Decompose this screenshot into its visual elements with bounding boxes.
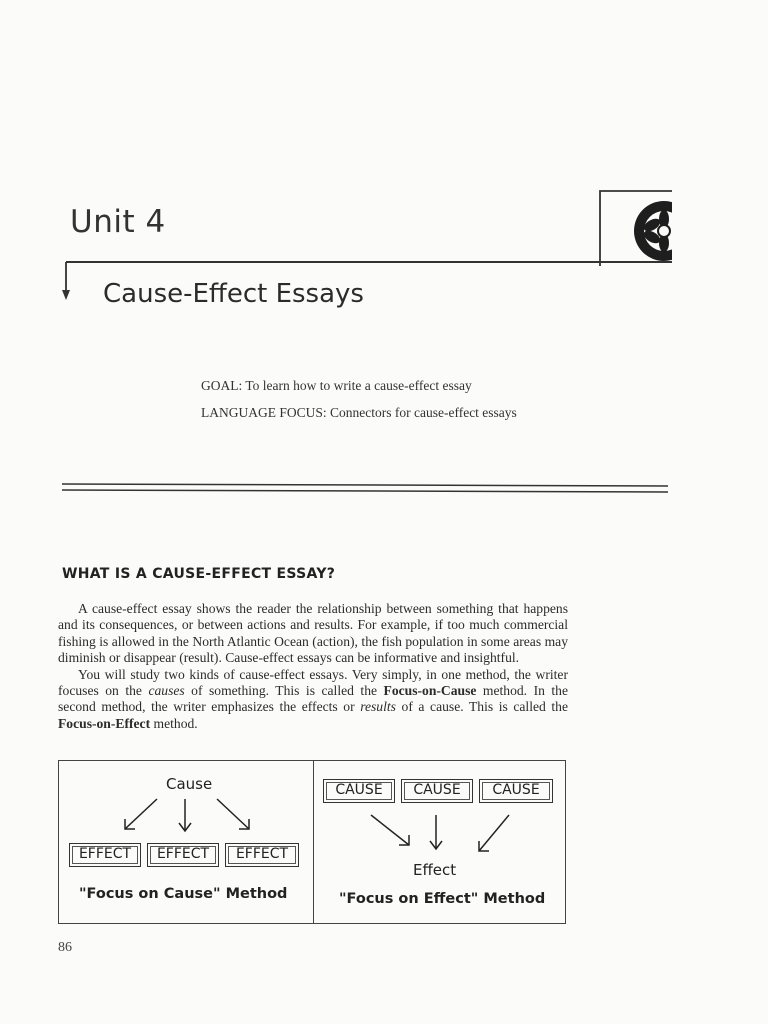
focus-on-cause-caption: "Focus on Cause" Method [79,886,288,902]
section-heading: WHAT IS A CAUSE-EFFECT ESSAY? [62,566,336,582]
header-rule [0,0,768,320]
effect-label: Effect [413,861,457,879]
unit-label: Unit 4 [70,204,166,240]
body-text [58,601,568,732]
chapter-title: Cause-Effect Essays [103,279,364,309]
cause-effect-diagram [58,760,566,924]
cause-label: Cause [166,775,213,793]
page-number: 86 [58,940,72,955]
effect-box: EFFECT [225,843,299,867]
focus-on-effect-caption: "Focus on Effect" Method [339,891,546,907]
cause-box: CAUSE [323,779,395,803]
paragraph-2: You will study two kinds of cause-effect essays. Very simply, in one method, the writer focuses on the causes of something. This is called the Focus-on-Cause method. In the second method, the writer emphasizes the effects or results of a cause. This is called the Focus-on-Effect method. [58,666,569,731]
section-divider [60,480,672,500]
right-arrows [369,811,529,857]
cause-box: CAUSE [479,779,553,803]
wheel-emblem-icon [604,195,672,265]
goal-text: GOAL: To learn how to write a cause-effect essay [201,378,472,393]
diagram-divider [313,761,314,923]
cause-box: CAUSE [401,779,473,803]
effect-box: EFFECT [69,843,141,867]
left-arrows [117,797,267,837]
effect-box: EFFECT [147,843,219,867]
paragraph-1: A cause-effect essay shows the reader the relationship between something that happens and its consequences, or between actions and results. For example, if too much commercial fishing is allowed in the North Atlantic Ocean (action), the fish population in some areas may diminish or disappear (result). Cause-effect essays can be informative and insightful. [58,601,568,666]
language-focus-text: LANGUAGE FOCUS: Connectors for cause-effect essays [201,405,517,420]
